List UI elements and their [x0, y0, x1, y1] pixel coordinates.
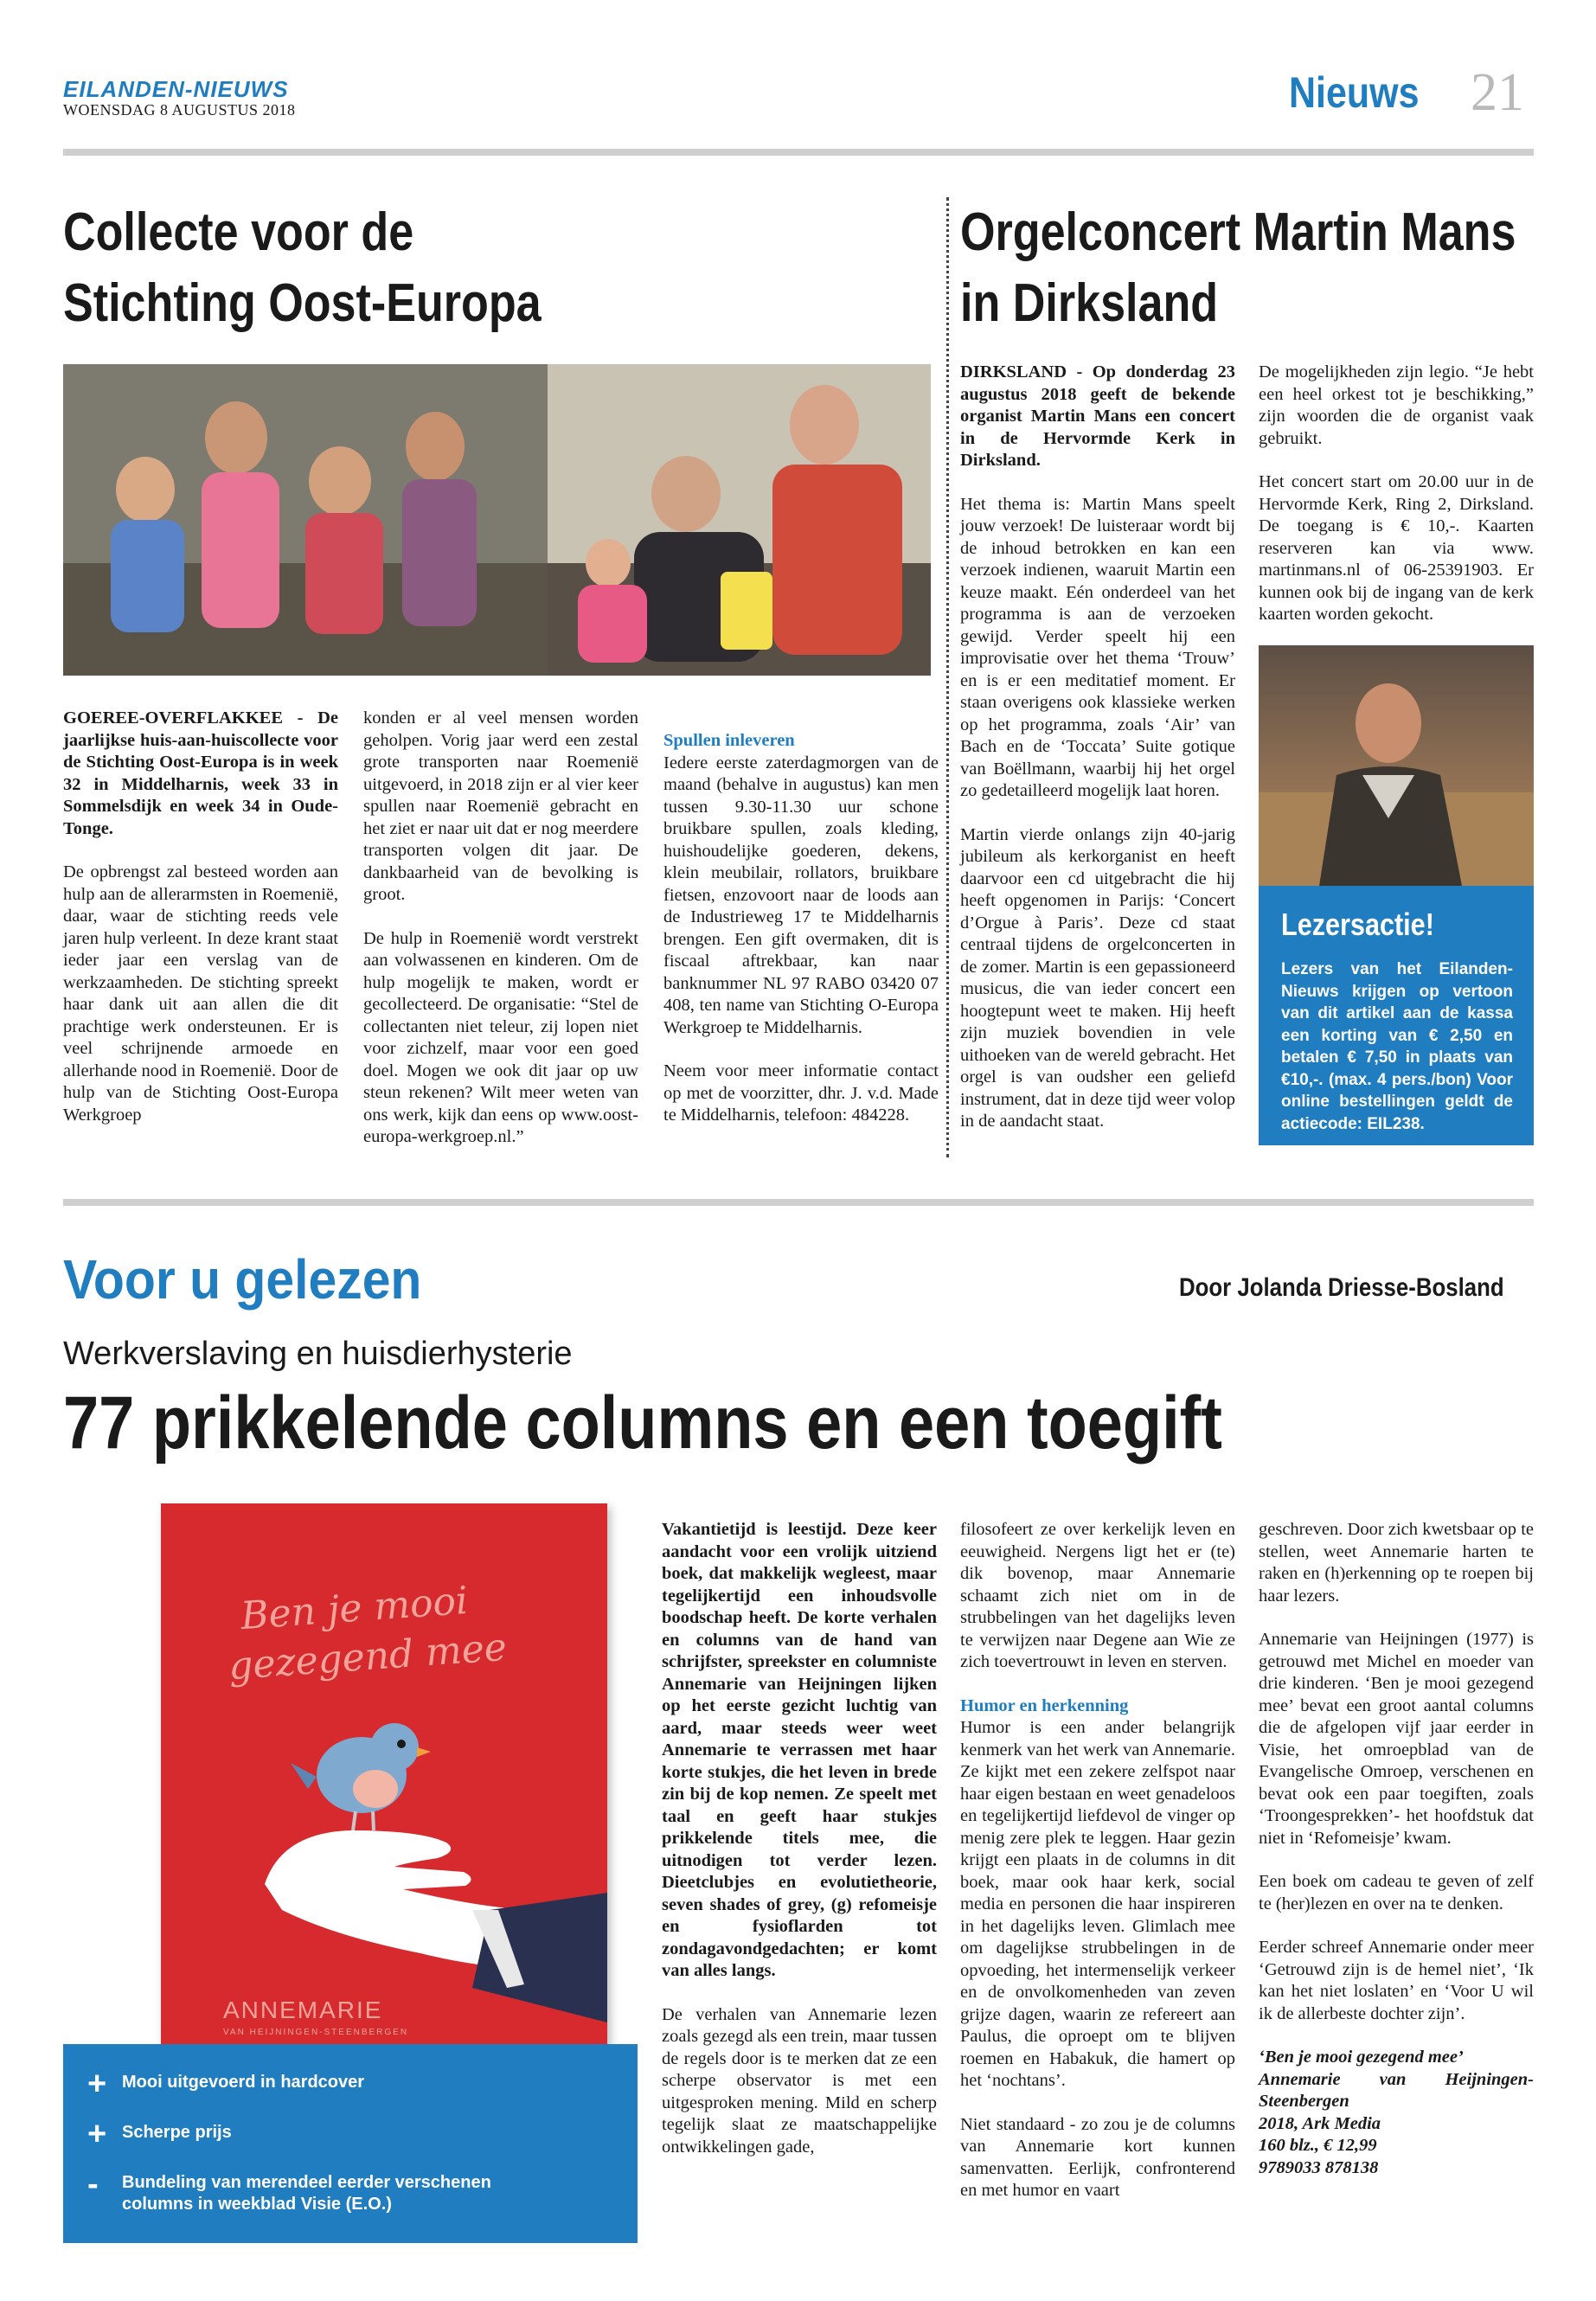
book-info-author: Annemarie van Heijningen-Steenbergen: [1259, 2069, 1534, 2111]
book-author-sub: VAN HEIJNINGEN-STEENBERGEN: [223, 2028, 409, 2037]
book-info-isbn: 9789033 878138: [1259, 2157, 1379, 2177]
book-info: [1259, 2047, 1534, 2179]
column-separator: [946, 197, 949, 1157]
minus-icon: -: [87, 2166, 99, 2202]
article1-col2: [363, 708, 638, 1170]
article3-col3: [1259, 1519, 1534, 2179]
plus-icon: +: [87, 2066, 107, 2102]
article2-paragraph: Het thema is: Martin Mans speelt jouw verzoek! De luisteraar wordt bij de inhoud betrokken en kan een verzoek indienen, waaruit Martin een keuze maakt. Eén onderdeel van het programma is aan de verzoeken gewijd. Verder speelt hij een improvisatie over het thema ‘Trouw’ en is er een meditatief moment. Er staan overigens ook klassieke werken op het programma, zoals ‘Air’ van Bach en de ‘Toccata’ Suite gotique van Boëllmann, waarbij hij het orgel zo gedetailleerd mogelijk laat horen.: [960, 494, 1235, 800]
header-rule: [63, 149, 1534, 156]
article3-lead: Vakantietijd is leestijd. Deze keer aandacht voor een vrolijk uitziend boek, dat makkelijk wegleest, maar tegelijkertijd een inhoudsvolle boodschap heeft. De korte verhalen en columns van de hand van schrijfster, spreekster en columniste Annemarie van Heijningen lijken op het eerste gezicht luchtig van aard, maar steeds weer weet Annemarie te verrassen met haar korte stukjes, die het leven in brede zin bij de kop nemen. Ze speelt met taal en geeft haar stukjes prikkelende titels mee, die uitnodigen tot verder lezen. Dieetclubjes en evolutietheorie, seven shades of grey, (g) refomeisje en fysioflarden tot zondagavondgedachten; er komt van alles langs.: [662, 1520, 937, 1980]
article2-col1: [960, 362, 1235, 1155]
article3-subhead: Humor en herkenning: [960, 1695, 1129, 1715]
voor-u-gelezen-title: Voor u gelezen: [63, 1248, 422, 1311]
article3-paragraph: Humor is een ander belangrijk kenmerk van het werk van Annemarie. Ze kijkt met een zekere zelfspot naar haar eigen bestaan en weet genadeloos en tegelijkertijd liefdevol de vinger op menig zere plek te leggen. Haar gezin krijgt een plaats in de columns in dit boek, maar ook haar kerk, social media en personen die haar inspireren in het dagelijks leven. Glimlach mee om dagelijkse strubbelingen in de opvoeding, het intermenselijk verkeer en de onvolkomenheden van zeven grijze dagen, waarin ze refereert aan Paulus, die oproept om te blijven roemen en Habakuk, die hamert op het ‘nochtans’.: [960, 1718, 1235, 2090]
article1-col1: [63, 708, 338, 1148]
article1-paragraph: Iedere eerste zaterdagmorgen van de maand (behalve in augustus) kan men tussen 9.30-11.30 uur schone bruikbare spullen, zoals kleding, huishoudelijke goederen, dekens, klein meubilair, rollators, bruikbare fietsen, enzovoort naar de loods aan de Industrieweg 17 te Middelharnis brengen. Een gift overmaken, dit is fiscaal aftrekbaar, kan naar banknummer NL 97 RABO 03420 07 408, ten name van Stichting O-Europa Werkgroep te Middelharnis.: [663, 753, 939, 1037]
article1-col3: [663, 730, 939, 1149]
martin-mans-photo: [1259, 645, 1534, 886]
article2-headline: Orgelconcert Martin Mans in Dirksland: [960, 202, 1516, 333]
article3-paragraph: filosofeert ze over kerkelijk leven en eeuwigheid. Nergens ligt het er (te) dik bovenop, maar Annemarie schaamt zich niet om in de strubbelingen van het dagelijks leven te verwijzen naar Degene aan Wie ze zich toevertrouwt in leven en sterven.: [960, 1520, 1235, 1671]
page-number: 21: [1471, 63, 1524, 122]
book-title-line1: Ben je mooi: [239, 1578, 470, 1639]
byline: Door Jolanda Driesse-Bosland: [1179, 1273, 1504, 1302]
promo-title: Lezersactie!: [1281, 907, 1434, 942]
article2-paragraph: De mogelijkheden zijn legio. “Je hebt een heel orkest tot je beschikking,” zijn woorden die de organist vaak gebruikt.: [1259, 362, 1534, 448]
article1-paragraph: Neem voor meer informatie contact op met de voorzitter, dhr. J. v.d. Made te Middelharnis, telefoon: 484228.: [663, 1061, 939, 1125]
article3-col2: [960, 1519, 1235, 2224]
article1-paragraph: konden er al veel mensen worden geholpen. Vorig jaar werd een zestal grote transporten naar Roemenië uitgevoerd, in 2018 zijn er al vier keer spullen naar Roemenië gebracht en het ziet er naar uit dat er nog meerdere transporten volgen dit jaar. De dankbaarheid van de bevolking is groot.: [363, 708, 638, 904]
article3-paragraph: Eerder schreef Annemarie onder meer ‘Getrouwd zijn is de hemel niet’, ‘Ik kan het niet loslaten’ en ‘Voor U wil ik de allerbeste dochter zijn’.: [1259, 1938, 1534, 2023]
book-info-publisher: 2018, Ark Media: [1259, 2113, 1381, 2133]
article1-paragraph: De opbrengst zal besteed worden aan hulp aan de allerarmsten in Roemenië, daar, waar de stichting reeds vele jaren hulp verleent. In deze krant staat ieder jaar een verslag van de werkzaamheden. De stichting spreekt haar dank uit aan allen die dit prachtige werk ondersteunen. Er is veel schrijnende armoede en allerhande nood in Roemenië. Door de hulp van de Stichting Oost-Europa Werkgroep: [63, 862, 338, 1125]
article3-paragraph: geschreven. Door zich kwetsbaar op te stellen, weet Annemarie harten te raken en (h)erkenning op te roepen bij haar lezers.: [1259, 1520, 1534, 1606]
pros-cons-item: + Mooi uitgevoerd in hardcover: [87, 2066, 365, 2102]
article3-paragraph: Annemarie van Heijningen (1977) is getrouwd met Michel en moeder van drie kinderen. ‘Ben je mooi gezegend mee’ bevat een groot aantal columns die de afgelopen vijf jaar eerder in Visie, het omroepblad van de Evangelische Omroep, verschenen en bevat ook een paar toegiften, zoals ‘Troongesprekken’- het hoofdstuk dat niet in ‘Refomeisje’ kwam.: [1259, 1630, 1534, 1848]
article1-photo: [63, 364, 931, 676]
plus-icon: +: [87, 2116, 107, 2152]
book-title-line2: gezegend mee: [227, 1625, 509, 1689]
article2-lead: DIRKSLAND - Op donderdag 23 augustus 2018 geeft de bekende organist Martin Mans een concert in de Hervormde Kerk in Dirksland.: [960, 362, 1235, 470]
lezersactie-box: [1259, 886, 1534, 1145]
article3-paragraph: Een boek om cadeau te geven of zelf te (her)lezen en over na te denken.: [1259, 1872, 1534, 1913]
article1-lead: GOEREE-OVERFLAKKEE - De jaarlijkse huis-aan-huiscollecte voor de Stichting Oost-Europa is in week 32 in Middelharnis, week 33 in Sommelsdijk en week 34 in Oude-Tonge.: [63, 708, 338, 838]
newspaper-logo: EILANDEN-NIEUWS: [63, 76, 289, 102]
book-info-price: 160 blz., € 12,99: [1259, 2136, 1377, 2155]
section-title: Nieuws: [1289, 68, 1420, 117]
book-info-title: ‘Ben je mooi gezegend mee’: [1259, 2048, 1464, 2067]
article3-paragraph: De verhalen van Annemarie lezen zoals gezegd als een trein, maar tussen de regels door is te merken dat ze een scherpe observator is met een uitgesproken mening. Mild en scherp tegelijk slaat ze maatschappelijke ontwikkelingen gade,: [662, 2004, 937, 2157]
article2-paragraph: Het concert start om 20.00 uur in de Hervormde Kerk, Ring 2, Dirksland. De toegang is € 10,-. Kaarten reserveren kan via www. martinmans.nl of 06-25391903. Er kunnen ook bij de ingang van de kerk kaarten worden gekocht.: [1259, 472, 1534, 624]
promo-text: Lezers van het Eilanden-Nieuws krijgen op vertoon van dit artikel aan de kassa een korting van € 2,50 en betalen € 7,50 in plaats van €10,-. (max. 4 pers./bon) Voor online bestellingen geldt de actiecode: EIL238.: [1281, 960, 1513, 1133]
article3-col1: [662, 1519, 937, 2180]
section-rule: [63, 1199, 1534, 1206]
article2-col2: [1259, 362, 1534, 648]
pros-cons-box: [63, 2044, 638, 2243]
article2-paragraph: Martin vierde onlangs zijn 40-jarig jubileum als kerkorganist en heeft daarvoor een cd uitgebracht die hij heeft opgenomen in Parijs: ‘Concert d’Orgue à Paris’. Deze cd staat centraal tijdens de orgelconcerten in de zomer. Martin is een gepassioneerd musicus, die van ieder concert een hoogtepunt weet te maken. Hij heeft zijn muziek bovendien in vele uithoeken van de wereld gebracht. Het orgel is van oudsher een geliefd instrument, dat in deze tijd weer volop in de aandacht staat.: [960, 824, 1235, 1131]
issue-date: WOENSDAG 8 AUGUSTUS 2018: [63, 101, 296, 119]
book-author: ANNEMARIE: [223, 1997, 383, 2023]
article3-paragraph: Niet standaard - zo zou je de columns van Annemarie kort kunnen samenvatten. Eerlijk, confronterend en met humor en vaart: [960, 2114, 1235, 2200]
kicker: Werkverslaving en huisdierhysterie: [63, 1336, 573, 1372]
pros-cons-item: + Scherpe prijs: [87, 2116, 232, 2152]
article1-paragraph: De hulp in Roemenië wordt verstrekt aan volwassenen en kinderen. Om de hulp mogelijk te maken, wordt er gecollecteerd. De organisatie: “Stel de collectanten niet teleur, zij lopen niet voor zichzelf, maar voor een goed doel. Mogen we ook dit jaar op uw steun rekenen? Wilt meer weten van ons werk, kijk dan eens op www.oost-europa-werkgroep.nl.”: [363, 928, 638, 1146]
article1-headline: Collecte voor de Stichting Oost-Europa: [63, 202, 542, 333]
article1-subhead: Spullen inleveren: [663, 731, 795, 750]
article3-headline: 77 prikkelende columns en een toegift: [63, 1381, 1222, 1465]
pros-cons-item: - Bundeling van merendeel eerder verschenen columns in weekblad Visie (E.O.): [87, 2166, 491, 2214]
